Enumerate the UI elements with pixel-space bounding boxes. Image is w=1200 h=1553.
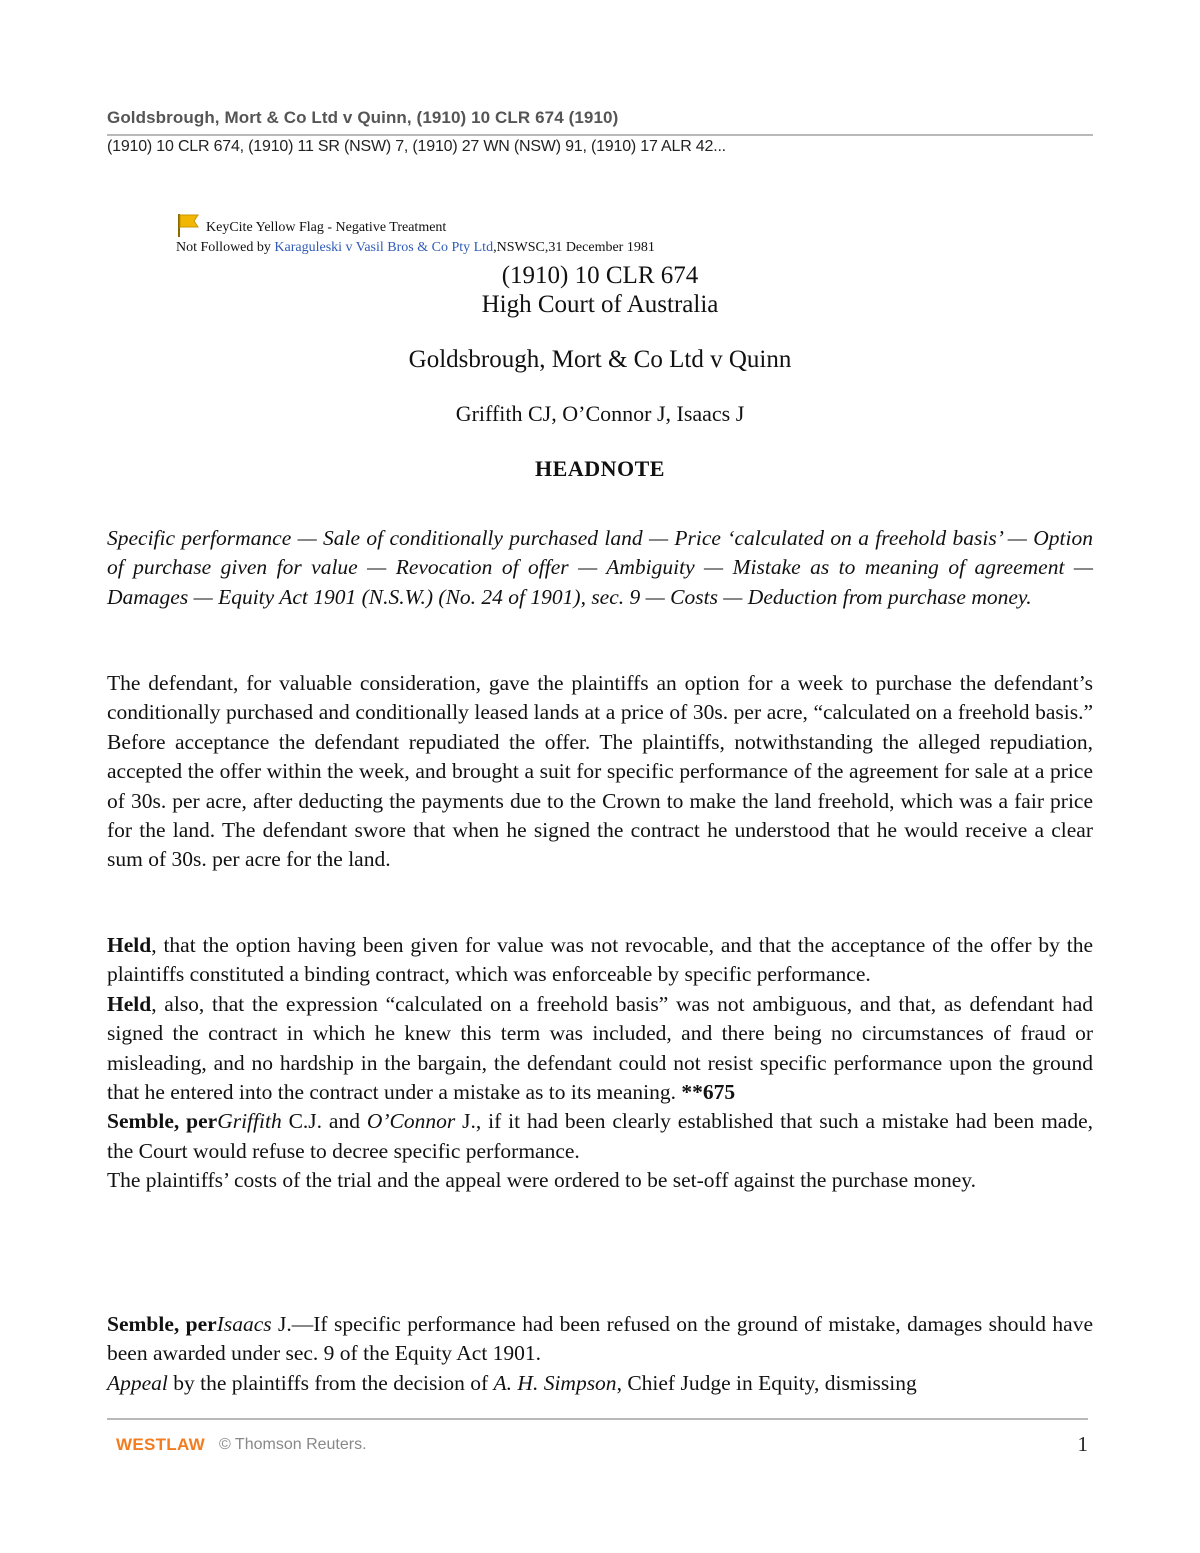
page-footer bbox=[107, 1432, 1088, 1457]
parallel-citations: (1910) 10 CLR 674, (1910) 11 SR (NSW) 7, (1910) 27 WN (NSW) 91, (1910) 17 ALR 42... bbox=[107, 138, 726, 155]
keycite-block bbox=[176, 212, 655, 258]
held-paragraph-1: Held, that the option having been given for value was not revocable, and that the acceptance of the offer by the plaintiffs constituted a binding contract, which was enforceable by specific performance. bbox=[107, 933, 1093, 987]
keycite-treatment: Not Followed by Karaguleski v Vasil Bros & Co Pty Ltd,NSWSC,31 December 1981 bbox=[176, 240, 655, 255]
case-name: Goldsbrough, Mort & Co Ltd v Quinn bbox=[408, 346, 792, 373]
citing-case-link[interactable]: Karaguleski v Vasil Bros & Co Pty Ltd bbox=[274, 240, 494, 255]
header-divider bbox=[107, 134, 1093, 136]
facts-paragraph: The defendant, for valuable consideration, gave the plaintiffs an option for a week to purchase the defendant’s conditionally purchased and conditionally leased lands at a price of 30s. per acre, “calculated on a freehold basis.” Before acceptance the defendant repudiated the offer. The plaintiffs, notwithstanding the alleged repudiation, accepted the offer within the week, and brought a suit for specific performance of the agreement for sale at a price of 30s. per acre, after deducting the payments due to the Crown to make the land freehold, which was a fair price for the land. The defendant swore that when he signed the contract he understood that he would receive a clear sum of 30s. per acre for the land. bbox=[107, 671, 1093, 872]
footer-divider bbox=[107, 1418, 1088, 1420]
judges: Griffith CJ, O’Connor J, Isaacs J bbox=[455, 401, 745, 426]
page-marker: **675 bbox=[681, 1080, 736, 1105]
court-name: High Court of Australia bbox=[481, 291, 719, 318]
document-header bbox=[107, 108, 1093, 156]
copyright: © Thomson Reuters. bbox=[218, 1435, 367, 1453]
page-number: 1 bbox=[1077, 1432, 1088, 1456]
catchwords: Specific performance — Sale of conditionally purchased land — Price ‘calculated on a freehold basis’ — Option of purchase given for value — Revocation of offer — Ambiguity — Mistake as to meaning of agreement — Damages — Equity Act 1901 (N.S.W.) (No. 24 of 1901), sec. 9 — Costs — Deduction from purchase money. bbox=[107, 526, 1093, 609]
keycite-label: KeyCite Yellow Flag - Negative Treatment bbox=[206, 220, 447, 235]
semble-appeal-block bbox=[107, 1310, 1093, 1398]
semble-paragraph-2: Semble, perIsaacs J.—If specific performance had been refused on the ground of mistake, damages should have been awarded under sec. 9 of the Equity Act 1901. bbox=[107, 1312, 1093, 1366]
case-citation: (1910) 10 CLR 674 bbox=[501, 262, 699, 289]
section-heading: HEADNOTE bbox=[535, 456, 665, 481]
held-paragraph-2: Held, also, that the expression “calculated on a freehold basis” was not ambiguous, and that, as defendant had signed the contract in which he knew this term was included, and there being no circumstances of fraud or misleading, and no hardship in the bargain, the defendant could not resist specific performance upon the ground that he entered into the contract under a mistake as to its meaning. **675 bbox=[107, 991, 1093, 1105]
document-title: Goldsbrough, Mort & Co Ltd v Quinn, (1910) 10 CLR 674 (1910) bbox=[107, 108, 619, 127]
holdings bbox=[107, 931, 1093, 1196]
westlaw-logo: WESTLAW bbox=[116, 1434, 205, 1454]
appeal-paragraph: Appeal by the plaintiffs from the decision of A. H. Simpson, Chief Judge in Equity, dismissing bbox=[107, 1370, 917, 1395]
yellow-flag-icon[interactable] bbox=[176, 212, 202, 238]
costs-paragraph: The plaintiffs’ costs of the trial and the appeal were ordered to be set-off against the purchase money. bbox=[107, 1168, 977, 1193]
semble-paragraph-1: Semble, perGriffith C.J. and O’Connor J., if it had been clearly established that such a mistake had been made, the Court would refuse to decree specific performance. bbox=[107, 1109, 1094, 1163]
